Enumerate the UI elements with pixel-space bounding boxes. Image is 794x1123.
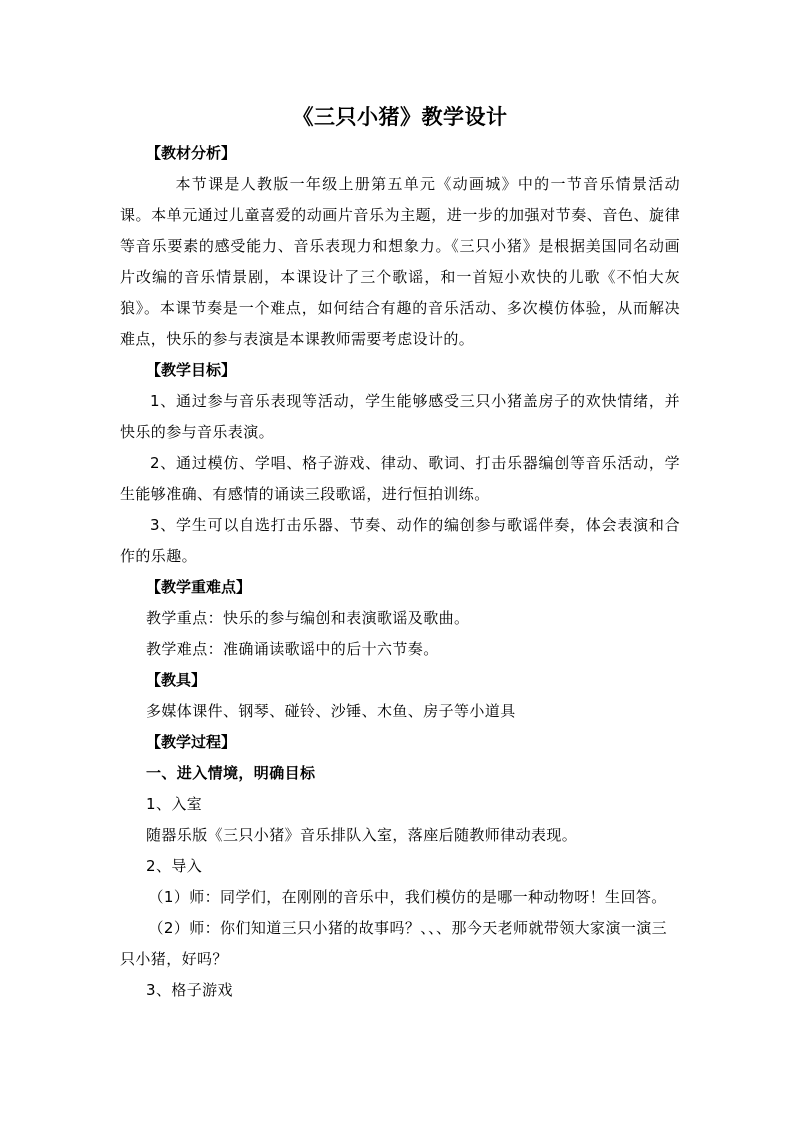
step-1-label: 1、入室 [146, 795, 203, 813]
section-heading-tools: 【教具】 [146, 671, 207, 689]
goal-item-3: 3、学生可以自选打击乐器、节奏、动作的编创参与歌谣伴奏，体会表演和合作的乐趣。 [120, 516, 680, 565]
section-heading-process: 【教学过程】 [146, 733, 237, 751]
step-one-title: 一、进入情境，明确目标 [146, 764, 316, 782]
step-2-label: 2、导入 [146, 857, 203, 875]
goal-item-2: 2、通过模仿、学唱、格子游戏、律动、歌词、打击乐器编创等音乐活动，学生能够准确、有感情的诵读三段歌谣，进行恒拍训练。 [120, 454, 680, 503]
goal-item-1: 1、通过参与音乐表现等活动，学生能够感受三只小猪盖房子的欢快情绪，并快乐的参与音乐表演。 [120, 392, 680, 441]
step-2-question-2: （2）师：你们知道三只小猪的故事吗？、、、那今天老师就带领大家演一演三只小猪，好吗？ [120, 919, 668, 968]
step-2-question-1: （1）师：同学们，在刚刚的音乐中，我们模仿的是哪一种动物呀！生回答。 [148, 888, 667, 906]
document-body [120, 100, 680, 1006]
step-3-label: 3、格子游戏 [146, 981, 233, 999]
difficult-point-text: 教学难点：准确诵读歌谣中的后十六节奏。 [146, 640, 439, 658]
section-heading-key-points: 【教学重难点】 [146, 578, 252, 596]
section-heading-goals: 【教学目标】 [146, 361, 237, 379]
analysis-paragraph: 本节课是人教版一年级上册第五单元《动画城》中的一节音乐情景活动课。本单元通过儿童喜爱的动画片音乐为主题，进一步的加强对节奏、音色、旋律等音乐要素的感受能力、音乐表现力和想象力。《三只小猪》是根据美国同名动画片改编的音乐情景剧，本课设计了三个歌谣，和一首短小欢快的儿歌《不怕大灰狼》。本课节奏是一个难点，如何结合有趣的音乐活动、多次模仿体验，从而解决难点，快乐的参与表演是本课教师需要考虑设计的。 [120, 175, 680, 348]
document-title: 《三只小猪》教学设计 [292, 105, 508, 129]
key-point-text: 教学重点：快乐的参与编创和表演歌谣及歌曲。 [146, 609, 470, 627]
tools-text: 多媒体课件、钢琴、碰铃、沙锤、木鱼、房子等小道具 [146, 702, 516, 720]
step-1-text: 随器乐版《三只小猪》音乐排队入室，落座后随教师律动表现。 [146, 826, 578, 844]
section-heading-analysis: 【教材分析】 [146, 144, 237, 162]
